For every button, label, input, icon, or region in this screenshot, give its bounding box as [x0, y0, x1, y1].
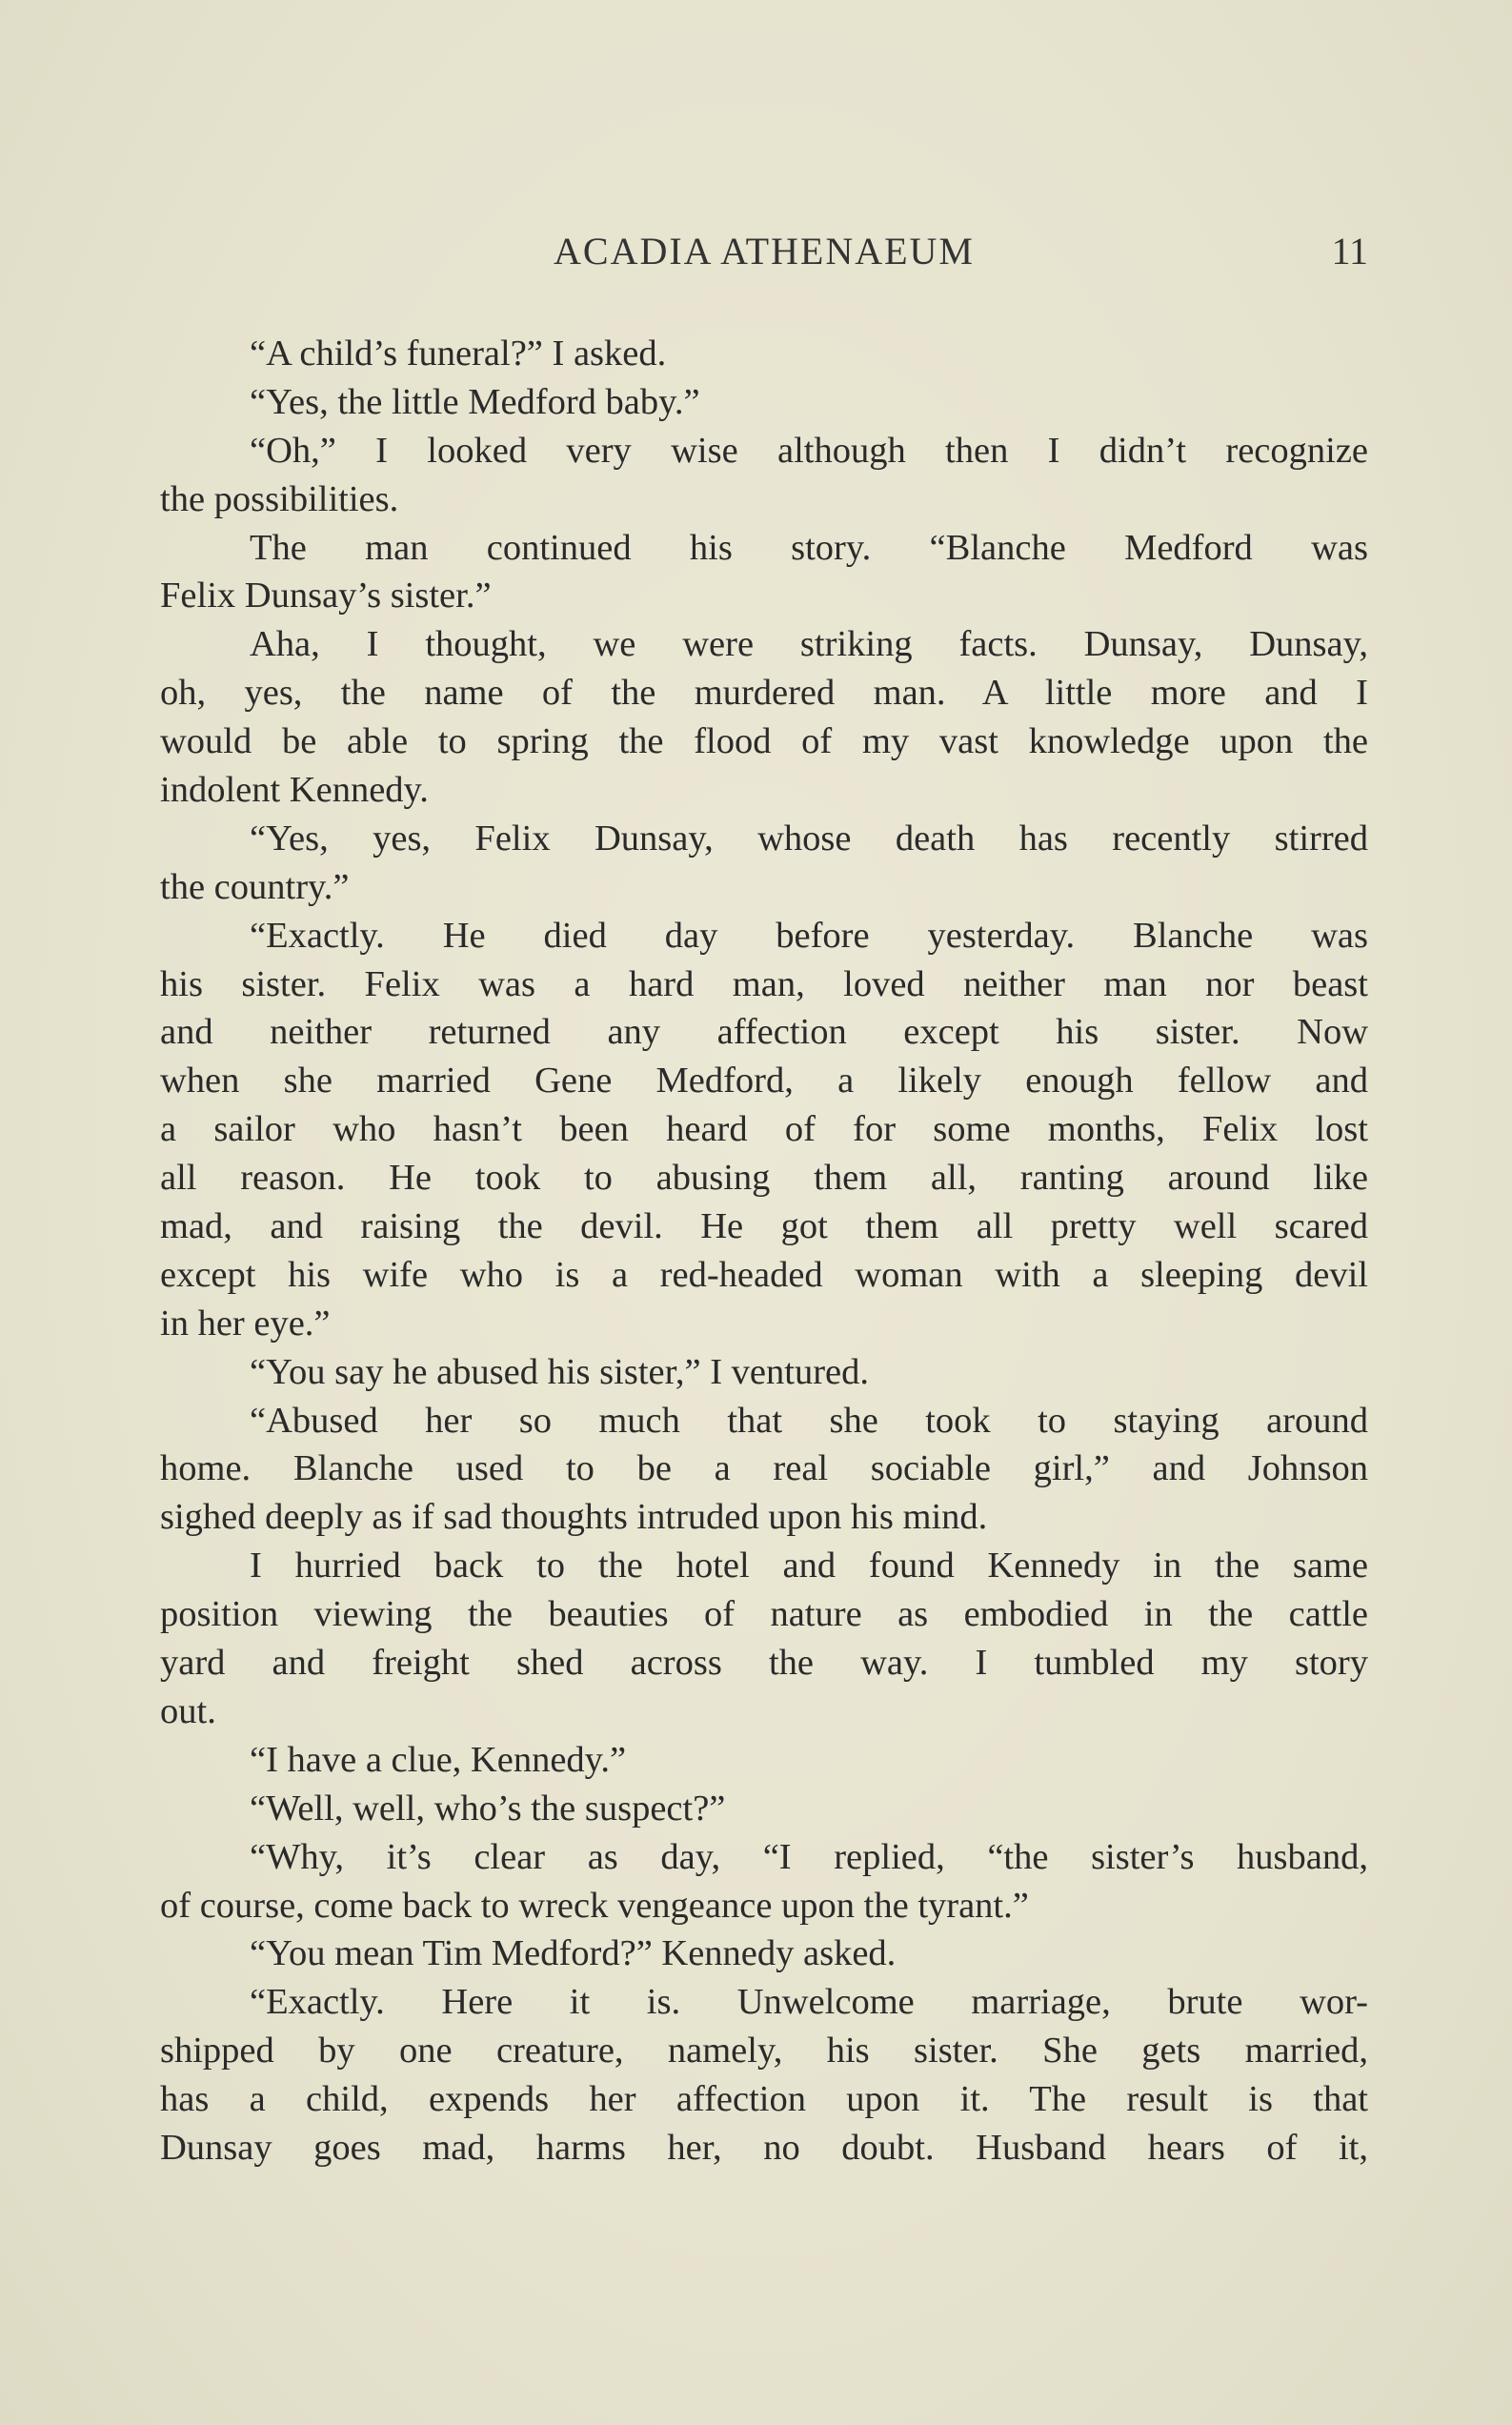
- text-line: shipped by one creature, namely, his sister. She gets married,: [160, 2031, 1368, 2071]
- text-line: Felix Dunsay’s sister.”: [160, 576, 492, 616]
- text-line: position viewing the beauties of nature as embodied in the cattle: [160, 1594, 1368, 1635]
- text-line: would be able to spring the flood of my vast knowledge upon the: [160, 721, 1368, 762]
- text-line: “You mean Tim Medford?” Kennedy asked.: [250, 1933, 897, 1974]
- page-number: 11: [1331, 230, 1368, 273]
- text-line: of course, come back to wreck vengeance upon the tyrant.”: [160, 1885, 1029, 1926]
- text-line: “Yes, the little Medford baby.”: [250, 381, 700, 422]
- text-line: the country.”: [160, 866, 350, 907]
- page-header: [160, 229, 1368, 278]
- text-line: when she married Gene Medford, a likely enough fellow and: [160, 1061, 1368, 1101]
- text-line: “Well, well, who’s the suspect?”: [250, 1788, 726, 1829]
- text-line: “Oh,” I looked very wise although then I didn’t recognize: [250, 430, 1368, 471]
- text-line: “Abused her so much that she took to staying around: [250, 1400, 1368, 1441]
- text-line: I hurried back to the hotel and found Kennedy in the same: [250, 1546, 1368, 1586]
- text-line: in her eye.”: [160, 1303, 331, 1344]
- text-line: “Exactly. He died day before yesterday. Blanche was: [250, 915, 1368, 956]
- text-line: except his wife who is a red-headed woman with a sleeping devil: [160, 1254, 1368, 1295]
- text-line: has a child, expends her affection upon it. The result is that: [160, 2079, 1368, 2120]
- text-line: yard and freight shed across the way. I tumbled my story: [160, 1643, 1368, 1684]
- text-line: the possibilities.: [160, 478, 399, 519]
- text-line: sighed deeply as if sad thoughts intruded upon his mind.: [160, 1497, 988, 1538]
- body-text: [160, 330, 1368, 2172]
- text-line: and neither returned any affection except his sister. Now: [160, 1012, 1368, 1053]
- text-line: “Yes, yes, Felix Dunsay, whose death has recently stirred: [250, 818, 1368, 859]
- text-line: Aha, I thought, we were striking facts. Dunsay, Dunsay,: [250, 624, 1368, 665]
- text-line: home. Blanche used to be a real sociable girl,” and Johnson: [160, 1448, 1368, 1489]
- text-line: “Why, it’s clear as day, “I replied, “the sister’s husband,: [250, 1836, 1368, 1877]
- text-line: his sister. Felix was a hard man, loved neither man nor beast: [160, 963, 1368, 1004]
- text-line: mad, and raising the devil. He got them all pretty well scared: [160, 1206, 1368, 1247]
- text-line: a sailor who hasn’t been heard of for some months, Felix lost: [160, 1109, 1368, 1150]
- text-line: “Exactly. Here it is. Unwelcome marriage, brute wor-: [250, 1982, 1368, 2023]
- text-line: Dunsay goes mad, harms her, no doubt. Husband hears of it,: [160, 2127, 1368, 2168]
- running-head: ACADIA ATHENAEUM: [554, 230, 975, 273]
- text-line: “I have a clue, Kennedy.”: [250, 1739, 627, 1780]
- text-line: “You say he abused his sister,” I ventured.: [250, 1351, 869, 1392]
- text-line: The man continued his story. “Blanche Medford was: [250, 527, 1368, 568]
- text-line: indolent Kennedy.: [160, 770, 429, 811]
- text-line: oh, yes, the name of the murdered man. A little more and I: [160, 673, 1368, 714]
- text-line: all reason. He took to abusing them all, ranting around like: [160, 1158, 1368, 1199]
- text-line: out.: [160, 1690, 216, 1731]
- text-line: “A child’s funeral?” I asked.: [250, 333, 667, 374]
